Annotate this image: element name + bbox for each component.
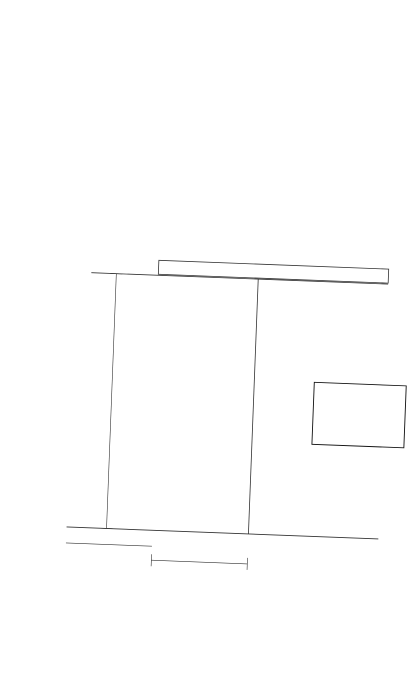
base-dimension-line xyxy=(151,560,247,564)
foundation-line xyxy=(67,527,379,539)
embedment-line xyxy=(66,543,152,546)
design-note-box xyxy=(312,382,406,447)
reinforced-zone-boundary xyxy=(248,279,258,534)
height-dimension-line xyxy=(107,274,117,529)
